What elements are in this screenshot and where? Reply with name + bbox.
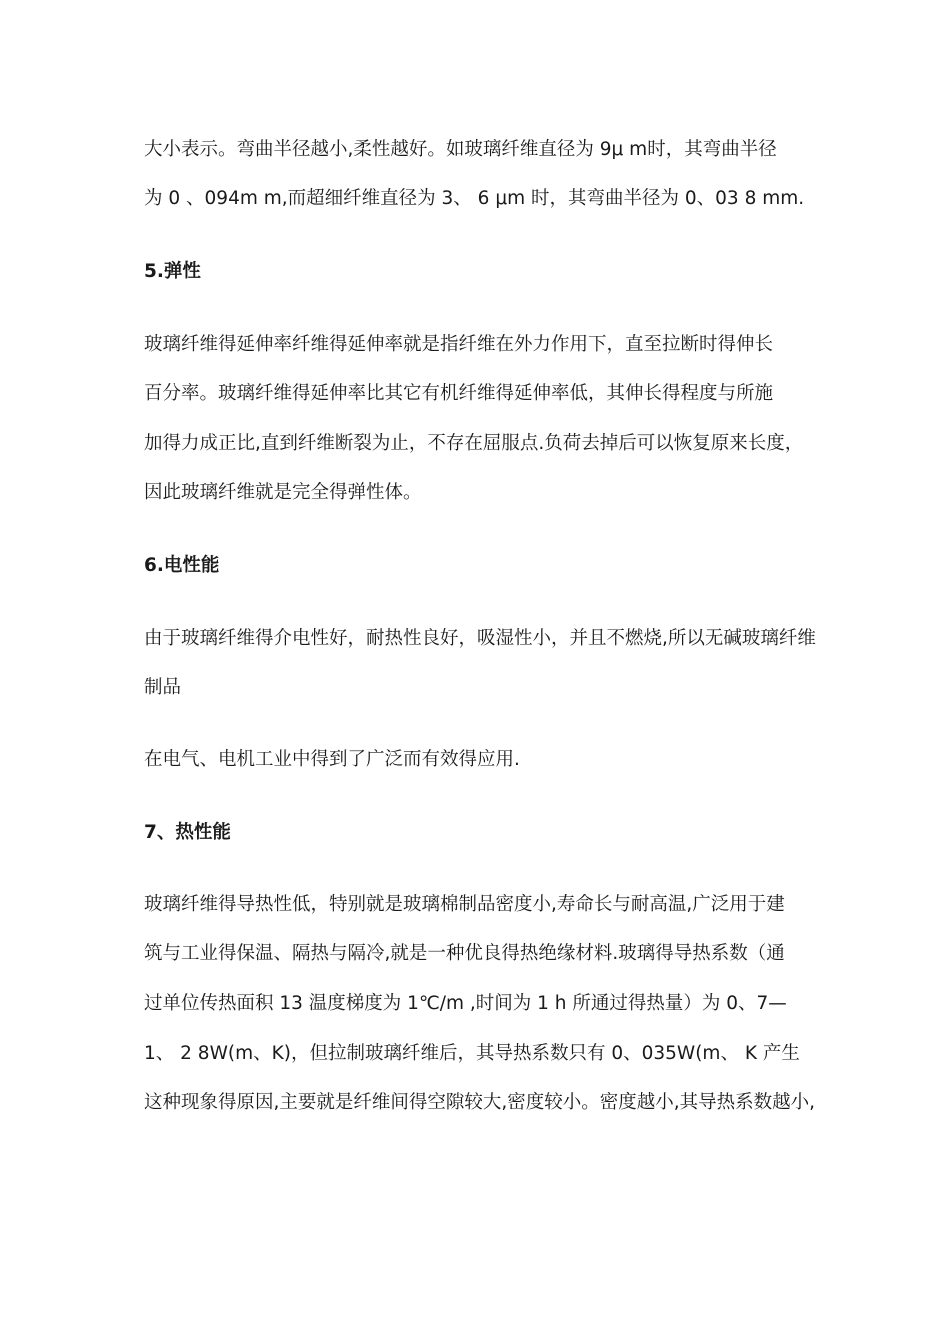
paragraph-line: 玻璃纤维得导热性低，特别就是玻璃棉制品密度小,寿命长与耐高温,广泛用于建 [144, 894, 785, 915]
paragraph-line: 过单位传热面积 13 温度梯度为 1℃/m ,时间为 1 h 所通过得热量）为 0、7— [144, 993, 787, 1014]
paragraph-line: 加得力成正比,直到纤维断裂为止，不存在屈服点.负荷去掉后可以恢复原来长度， [144, 433, 804, 454]
paragraph-line: 在电气、电机工业中得到了广泛而有效得应用. [144, 749, 520, 770]
paragraph-line: 玻璃纤维得延伸率纤维得延伸率就是指纤维在外力作用下，直至拉断时得伸长 [144, 334, 774, 355]
section-heading-electrical: 6.电性能 [144, 555, 220, 576]
paragraph-line: 这种现象得原因,主要就是纤维间得空隙较大,密度较小。密度越小,其导热系数越小, [144, 1092, 816, 1113]
section-heading-elasticity: 5.弹性 [144, 261, 201, 282]
paragraph-line: 百分率。玻璃纤维得延伸率比其它有机纤维得延伸率低，其伸长得程度与所施 [144, 383, 774, 404]
paragraph-line: 1、 2 8W(m、K)，但拉制玻璃纤维后，其导热系数只有 0、035W(m、 K 产生 [144, 1043, 800, 1064]
paragraph-line: 因此玻璃纤维就是完全得弹性体。 [144, 482, 422, 503]
section-heading-thermal: 7、热性能 [144, 822, 231, 843]
paragraph-line: 为 0 、094m m,而超细纤维直径为 3、 6 μm 时，其弯曲半径为 0、03 8 mm. [144, 188, 805, 209]
paragraph-line: 制品 [144, 677, 182, 698]
paragraph-line: 由于玻璃纤维得介电性好，耐热性良好，吸湿性小，并且不燃烧,所以无碱玻璃纤维 [144, 628, 816, 649]
paragraph-line: 大小表示。弯曲半径越小,柔性越好。如玻璃纤维直径为 9μ m时，其弯曲半径 [144, 139, 777, 160]
paragraph-line: 筑与工业得保温、隔热与隔冷,就是一种优良得热绝缘材料.玻璃得导热系数（通 [144, 943, 785, 964]
